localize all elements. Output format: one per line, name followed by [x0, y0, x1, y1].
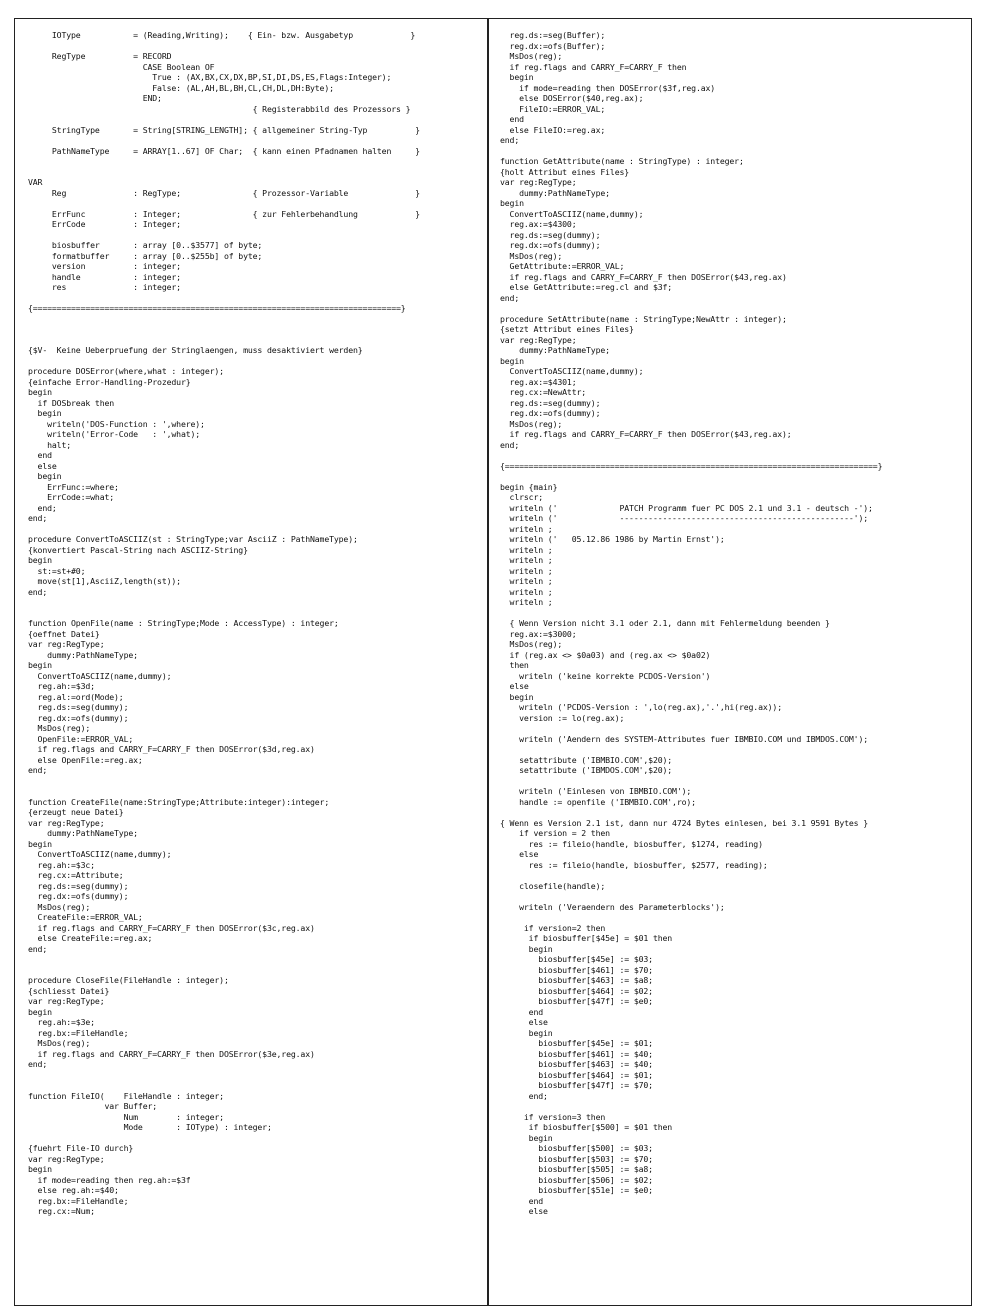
code-line: begin — [500, 198, 524, 208]
code-line: if reg.flags and CARRY_F=CARRY_F then DOSError($3c,reg.ax) — [28, 922, 315, 933]
code-line: {einfache Error-Handling-Prozedur} — [28, 376, 191, 387]
code-line — [28, 156, 484, 167]
code-line — [500, 608, 968, 619]
code-line — [28, 293, 484, 304]
code-line: end — [500, 1195, 544, 1206]
code-line: writeln ('PCDOS-Version : ',lo(reg.ax),'.',hi(reg.ax)); — [500, 702, 782, 712]
code-line: begin — [28, 387, 52, 397]
code-line — [500, 870, 968, 881]
code-line — [28, 1070, 484, 1081]
code-line: end — [500, 1006, 544, 1017]
code-line: var reg:RegType; — [28, 639, 105, 649]
code-line: reg.dx:=ofs(dummy); — [500, 408, 601, 418]
code-line: reg.ds:=seg(dummy); — [28, 702, 129, 712]
code-line: False: (AL,AH,BL,BH,CL,CH,DL,DH:Byte); — [28, 82, 334, 93]
code-line: { Wenn Version nicht 3.1 oder 2.1, dann mit Fehlermeldung beenden } — [500, 618, 830, 628]
code-line: ErrFunc : Integer; { zur Fehlerbehandlung } — [28, 208, 420, 219]
code-line: setattribute ('IBMBIO.COM',$20); — [500, 754, 673, 765]
code-line: else GetAttribute:=reg.cl and $3f; — [500, 282, 673, 292]
code-line: GetAttribute:=ERROR_VAL; — [500, 261, 625, 271]
code-line: handle := openfile ('IBMBIO.COM',ro); — [500, 796, 696, 807]
code-line: {fuehrt File-IO durch} — [28, 1143, 134, 1153]
code-line: else DOSError($40,reg.ax); — [500, 93, 644, 103]
code-line: begin — [500, 72, 534, 82]
column-divider — [487, 18, 489, 1306]
code-line: closefile(handle); — [500, 880, 606, 891]
code-line: VAR — [28, 177, 43, 187]
code-line — [500, 891, 968, 902]
code-line — [28, 114, 484, 125]
code-line: var reg:RegType; — [500, 177, 577, 187]
code-line: if reg.flags and CARRY_F=CARRY_F then — [500, 61, 687, 72]
code-line: begin — [500, 1132, 553, 1143]
code-line: else CreateFile:=reg.ax; — [28, 933, 153, 943]
code-line: biosbuffer[$47f] := $70; — [500, 1080, 653, 1090]
code-line: if version = 2 then — [500, 828, 610, 838]
code-line: {schliesst Datei} — [28, 985, 110, 996]
code-line: Num : integer; — [28, 1111, 224, 1122]
code-line: var reg:RegType; — [28, 817, 105, 828]
code-line: var reg:RegType; — [500, 334, 577, 345]
code-line: reg.cx:=Attribute; — [28, 870, 124, 880]
code-line — [28, 135, 484, 146]
code-line: writeln ('Einlesen von IBMBIO.COM'); — [500, 786, 692, 796]
code-line: procedure DOSError(where,what : integer); — [28, 366, 224, 376]
code-line: reg.ds:=seg(dummy); — [28, 880, 129, 891]
code-line — [500, 450, 968, 461]
code-line: biosbuffer[$51e] := $e0; — [500, 1185, 653, 1195]
code-line: end; — [28, 513, 48, 523]
code-line: else — [500, 849, 539, 859]
code-line: if version=2 then — [500, 922, 606, 933]
code-line: {=============================================================================} — [28, 303, 406, 313]
code-line: writeln ('Veraendern des Parameterblocks'); — [500, 901, 725, 912]
code-line: begin — [28, 471, 62, 481]
code-line: end; — [500, 135, 520, 145]
code-line: writeln ; — [500, 576, 553, 586]
code-line: function GetAttribute(name : StringType) : integer; — [500, 156, 744, 166]
code-line: function FileIO( FileHandle : integer; — [28, 1090, 224, 1101]
code-line: writeln ; — [500, 597, 553, 607]
code-line — [28, 965, 484, 976]
code-line — [28, 608, 484, 619]
code-line: biosbuffer[$464] := $01; — [500, 1069, 653, 1080]
code-line: begin — [500, 943, 553, 954]
code-line — [28, 954, 484, 965]
code-line: formatbuffer : array [0..$255b] of byte; — [28, 250, 263, 261]
code-line: procedure CloseFile(FileHandle : integer); — [28, 975, 229, 985]
code-line: end; — [28, 586, 48, 597]
code-line: FileIO:=ERROR_VAL; — [500, 103, 606, 114]
code-line: biosbuffer[$505] := $a8; — [500, 1164, 653, 1174]
code-line: Mode : IOType) : integer; — [28, 1122, 272, 1132]
code-line: reg.ds:=seg(dummy); — [500, 229, 601, 240]
code-line — [500, 807, 968, 818]
code-line: dummy:PathNameType; — [28, 828, 138, 838]
code-line: reg.dx:=ofs(Buffer); — [500, 40, 606, 51]
code-line: reg.ax:=$3000; — [500, 628, 577, 639]
code-line: writeln('DOS-Function : ',where); — [28, 418, 205, 429]
code-line: begin — [500, 355, 524, 366]
code-line: else OpenFile:=reg.ax; — [28, 754, 143, 765]
code-line: if reg.flags and CARRY_F=CARRY_F then DOSError($3d,reg.ax) — [28, 744, 315, 754]
code-line: {$V- Keine Ueberpruefung der Stringlaengen, muss desaktiviert werden} — [28, 345, 363, 355]
code-line: END; — [28, 93, 162, 103]
code-line: biosbuffer[$45e] := $01; — [500, 1038, 653, 1048]
code-line: biosbuffer : array [0..$3577] of byte; — [28, 240, 263, 250]
code-line: biosbuffer[$503] := $70; — [500, 1153, 653, 1164]
code-line: reg.dx:=ofs(dummy); — [28, 891, 129, 901]
code-line — [28, 786, 484, 797]
code-line: writeln ; — [500, 586, 553, 597]
code-line: move(st[1],AsciiZ,length(st)); — [28, 576, 181, 586]
code-line: reg.ax:=$4300; — [500, 219, 577, 229]
code-line: biosbuffer[$500] := $03; — [500, 1143, 653, 1153]
code-line: dummy:PathNameType; — [28, 649, 138, 660]
code-line: ConvertToASCIIZ(name,dummy); — [500, 208, 644, 219]
code-line: dummy:PathNameType; — [500, 187, 610, 198]
code-line: ConvertToASCIIZ(name,dummy); — [28, 849, 172, 859]
code-line: halt; — [28, 439, 72, 450]
code-line: function CreateFile(name:StringType;Attribute:integer):integer; — [28, 796, 330, 807]
code-line: reg.dx:=ofs(dummy); — [500, 240, 601, 250]
code-line — [28, 198, 484, 209]
code-line: { Wenn es Version 2.1 ist, dann nur 4724 Bytes einlesen, bei 3.1 9591 Bytes } — [500, 817, 869, 828]
code-line — [500, 744, 968, 755]
code-line: reg.al:=ord(Mode); — [28, 691, 124, 702]
code-line: {konvertiert Pascal-String nach ASCIIZ-String} — [28, 544, 248, 555]
code-line: {holt Attribut eines Files} — [500, 166, 630, 177]
code-line: reg.ds:=seg(dummy); — [500, 397, 601, 408]
code-line: writeln (' PATCH Programm fuer PC DOS 2.1 und 3.1 - deutsch -'); — [500, 502, 873, 513]
code-line: biosbuffer[$461] := $40; — [500, 1048, 653, 1059]
code-line: then — [500, 660, 529, 670]
code-line: end; — [28, 943, 48, 954]
code-line: end; — [28, 765, 48, 775]
code-line: writeln ('Aendern des SYSTEM-Attributes fuer IBMBIO.COM und IBMDOS.COM'); — [500, 733, 869, 744]
code-line: dummy:PathNameType; — [500, 345, 610, 355]
code-line: else FileIO:=reg.ax; — [500, 124, 606, 135]
code-line — [28, 324, 484, 335]
code-line: version : integer; — [28, 261, 181, 271]
code-line: end — [500, 114, 524, 124]
code-line: Reg : RegType; { Prozessor-Variable } — [28, 187, 420, 198]
code-line: if (reg.ax <> $0a03) and (reg.ax <> $0a02) — [500, 649, 711, 660]
code-line: else — [28, 460, 57, 471]
code-line: begin — [28, 408, 62, 418]
code-line: else — [500, 1017, 548, 1027]
code-line: begin {main} — [500, 481, 558, 492]
code-line: MsDos(reg); — [500, 250, 563, 261]
code-line: {oeffnet Datei} — [28, 628, 100, 639]
code-line — [28, 524, 484, 535]
code-line: RegType = RECORD — [28, 51, 172, 61]
code-line: if DOSbreak then — [28, 397, 115, 408]
code-line: begin — [28, 660, 52, 670]
code-line: biosbuffer[$47f] := $e0; — [500, 996, 653, 1006]
code-line: biosbuffer[$463] := $40; — [500, 1059, 653, 1069]
code-line: begin — [500, 691, 534, 702]
code-line: { Registerabbild des Prozessors } — [28, 103, 411, 114]
code-line — [28, 597, 484, 608]
code-line: reg.ah:=$3d; — [28, 681, 95, 691]
code-line: {setzt Attribut eines Files} — [500, 324, 634, 334]
code-line — [500, 723, 968, 734]
code-line: MsDos(reg); — [28, 1038, 91, 1048]
code-line: writeln ; — [500, 555, 553, 565]
code-line: else — [500, 1206, 548, 1216]
code-line: end; — [28, 502, 57, 513]
code-line: end; — [500, 439, 520, 450]
code-line: biosbuffer[$463] := $a8; — [500, 975, 653, 985]
code-line: writeln ('keine korrekte PCDOS-Version') — [500, 670, 711, 681]
code-line: MsDos(reg); — [500, 51, 563, 61]
code-line: begin — [500, 1027, 553, 1038]
code-line — [500, 303, 968, 314]
code-line: {==============================================================================} — [500, 460, 883, 471]
code-line: CreateFile:=ERROR_VAL; — [28, 912, 143, 922]
code-line: OpenFile:=ERROR_VAL; — [28, 733, 134, 744]
code-line: biosbuffer[$45e] := $03; — [500, 954, 653, 964]
code-line: begin — [28, 838, 52, 849]
code-line: IOType = (Reading,Writing); { Ein- bzw. Ausgabetyp } — [28, 30, 416, 40]
code-line: if biosbuffer[$500] = $01 then — [500, 1122, 673, 1132]
code-line — [500, 776, 968, 787]
code-line — [28, 41, 484, 52]
code-line: writeln('Error-Code : ',what); — [28, 429, 201, 439]
code-line: handle : integer; — [28, 271, 181, 282]
code-line — [28, 776, 484, 787]
code-line: end — [28, 450, 52, 460]
code-line: end; — [28, 1059, 48, 1069]
code-line: res : integer; — [28, 282, 181, 292]
code-line: reg.ah:=$3e; — [28, 1017, 95, 1027]
code-line: ErrCode : Integer; — [28, 219, 181, 229]
code-line: version := lo(reg.ax); — [500, 712, 625, 723]
code-line: writeln (' 05.12.86 1986 by Martin Ernst'); — [500, 534, 725, 544]
code-line: if biosbuffer[$45e] = $01 then — [500, 933, 673, 943]
code-line: res := fileio(handle, biosbuffer, $2577, reading); — [500, 859, 768, 870]
code-line: if reg.flags and CARRY_F=CARRY_F then DOSError($43,reg.ax); — [500, 429, 792, 439]
code-line: ConvertToASCIIZ(name,dummy); — [28, 670, 172, 681]
code-line: reg.cx:=NewAttr; — [500, 387, 587, 397]
code-line: ErrFunc:=where; — [28, 481, 119, 492]
code-line: if version=3 then — [500, 1111, 606, 1122]
code-line: reg.cx:=Num; — [28, 1206, 95, 1216]
code-line: var reg:RegType; — [28, 996, 105, 1006]
code-line: biosbuffer[$506] := $02; — [500, 1174, 653, 1185]
code-line — [500, 1101, 968, 1112]
code-line — [28, 1133, 484, 1144]
code-line: biosbuffer[$461] := $70; — [500, 964, 653, 975]
code-line: biosbuffer[$464] := $02; — [500, 985, 653, 996]
code-line: end; — [500, 1090, 548, 1101]
code-line: var reg:RegType; — [28, 1153, 105, 1164]
code-line — [28, 314, 484, 325]
code-line: MsDos(reg); — [28, 723, 91, 733]
code-line: begin — [28, 555, 52, 565]
code-line: procedure SetAttribute(name : StringType;NewAttr : integer); — [500, 313, 787, 324]
code-line: reg.bx:=FileHandle; — [28, 1195, 129, 1206]
code-line: if mode=reading then DOSError($3f,reg.ax) — [500, 82, 716, 93]
code-line: reg.bx:=FileHandle; — [28, 1027, 129, 1038]
code-line: st:=st+#0; — [28, 565, 86, 576]
code-line: writeln ; — [500, 565, 553, 576]
code-line: res := fileio(handle, biosbuffer, $1274, reading) — [500, 838, 763, 849]
code-line: begin — [28, 1006, 52, 1017]
code-line: procedure ConvertToASCIIZ(st : StringType;var AsciiZ : PathNameType); — [28, 534, 358, 544]
code-line: begin — [28, 1164, 52, 1174]
code-column-right — [500, 30, 968, 1292]
code-line: PathNameType = ARRAY[1..67] OF Char; { kann einen Pfadnamen halten } — [28, 145, 420, 156]
code-line: reg.ah:=$3c; — [28, 859, 95, 870]
code-line — [28, 230, 484, 241]
code-line: if mode=reading then reg.ah:=$3f — [28, 1174, 191, 1185]
code-line: writeln (' -------------------------------------------------'); — [500, 513, 869, 523]
code-line: MsDos(reg); — [28, 901, 91, 912]
code-line: writeln ; — [500, 544, 553, 555]
code-line: CASE Boolean OF — [28, 61, 215, 72]
code-line: var Buffer; — [28, 1101, 158, 1111]
code-line: if reg.flags and CARRY_F=CARRY_F then DOSError($43,reg.ax) — [500, 271, 787, 282]
code-line: writeln ; — [500, 523, 553, 534]
code-line — [500, 912, 968, 923]
code-line: {erzeugt neue Datei} — [28, 807, 124, 817]
code-line — [28, 167, 484, 178]
code-line: ErrCode:=what; — [28, 492, 115, 502]
code-line — [28, 335, 484, 346]
code-line: else — [500, 681, 529, 691]
code-line — [500, 146, 968, 157]
code-line: MsDos(reg); — [500, 639, 563, 649]
code-column-left — [28, 30, 484, 1292]
code-line: True : (AX,BX,CX,DX,BP,SI,DI,DS,ES,Flags:Integer); — [28, 72, 392, 82]
code-line: end; — [500, 292, 520, 303]
code-line: if reg.flags and CARRY_F=CARRY_F then DOSError($3e,reg.ax) — [28, 1048, 315, 1059]
code-line: reg.ax:=$4301; — [500, 376, 577, 387]
code-line: function OpenFile(name : StringType;Mode : AccessType) : integer; — [28, 618, 339, 628]
code-line: reg.dx:=ofs(dummy); — [28, 712, 129, 723]
code-line: clrscr; — [500, 492, 544, 502]
code-line: ConvertToASCIIZ(name,dummy); — [500, 366, 644, 376]
code-line: StringType = String[STRING_LENGTH]; { allgemeiner String-Typ } — [28, 124, 420, 135]
code-line — [500, 471, 968, 482]
code-line: setattribute ('IBMDOS.COM',$20); — [500, 765, 673, 775]
code-line: MsDos(reg); — [500, 418, 563, 429]
code-line — [28, 356, 484, 367]
code-line: else reg.ah:=$40; — [28, 1185, 119, 1195]
code-line: reg.ds:=seg(Buffer); — [500, 30, 606, 40]
code-line — [28, 1080, 484, 1091]
